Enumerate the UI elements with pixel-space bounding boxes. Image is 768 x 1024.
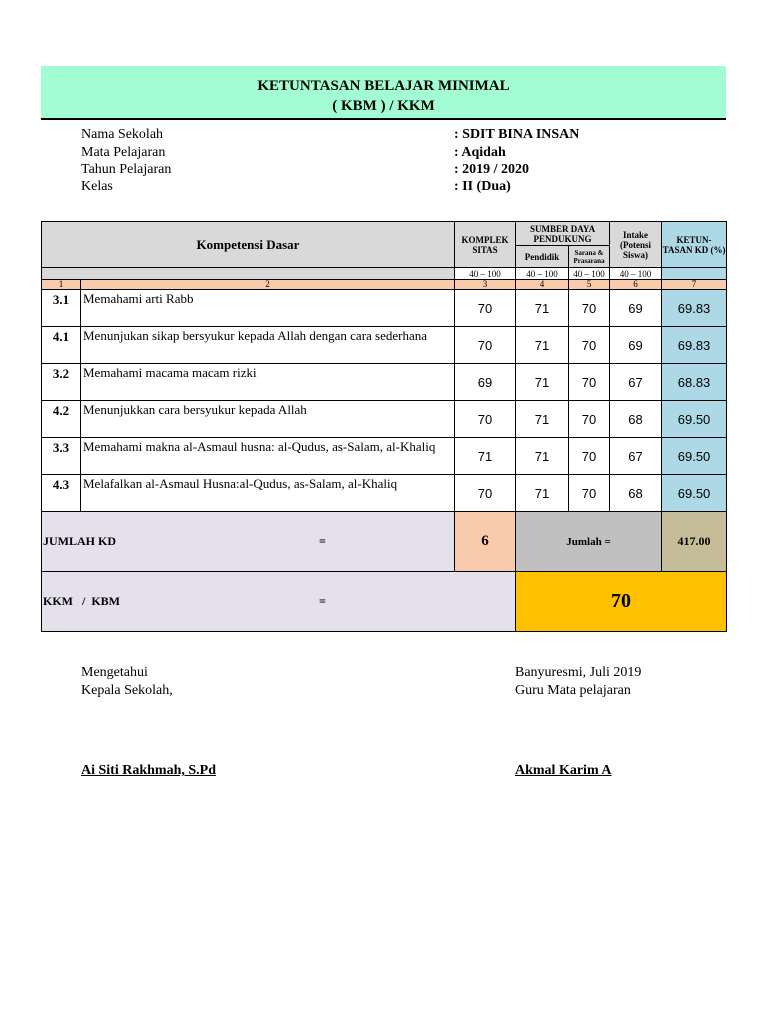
kkm-value: 70 xyxy=(516,572,727,632)
info-label-subject: Mata Pelajaran xyxy=(81,145,166,160)
kd-intake: 67 xyxy=(610,438,662,475)
kd-kompleksitas: 70 xyxy=(455,401,516,438)
kd-sarana: 70 xyxy=(569,475,610,512)
range-ketuntasan-blank xyxy=(662,268,727,280)
colnum-4: 4 xyxy=(516,280,569,290)
kd-code: 4.2 xyxy=(42,401,81,438)
range-intake: 40 – 100 xyxy=(610,268,662,280)
colnum-1: 1 xyxy=(42,280,81,290)
sig-left-line2: Kepala Sekolah, xyxy=(81,683,173,698)
kd-ketuntasan: 69.50 xyxy=(662,475,727,512)
kd-pendidik: 71 xyxy=(516,438,569,475)
jumlah-label: Jumlah = xyxy=(516,512,662,572)
kd-ketuntasan: 68.83 xyxy=(662,364,727,401)
colnum-5: 5 xyxy=(569,280,610,290)
kd-pendidik: 71 xyxy=(516,327,569,364)
kd-code: 3.2 xyxy=(42,364,81,401)
header-pendidik: Pendidik xyxy=(516,246,569,268)
header-ketuntasan: KETUN-TASAN KD (%) xyxy=(662,222,727,268)
jumlah-kd-equals: = xyxy=(319,534,326,548)
title-band xyxy=(41,66,726,120)
kd-intake: 69 xyxy=(610,327,662,364)
kd-intake: 68 xyxy=(610,475,662,512)
document-title: KETUNTASAN BELAJAR MINIMAL xyxy=(257,78,510,94)
kd-ketuntasan: 69.83 xyxy=(662,327,727,364)
document-subtitle: ( KBM ) / KKM xyxy=(332,98,435,114)
jumlah-kd-label: JUMLAH KD xyxy=(43,534,116,548)
kd-intake: 69 xyxy=(610,290,662,327)
kd-description: Menunjukkan cara bersyukur kepada Allah xyxy=(81,401,455,438)
kd-sarana: 70 xyxy=(569,401,610,438)
kd-pendidik: 71 xyxy=(516,364,569,401)
table-row xyxy=(42,290,727,327)
kd-kompleksitas: 71 xyxy=(455,438,516,475)
header-sumber-daya: SUMBER DAYA PENDUKUNG xyxy=(516,222,610,246)
kd-sarana: 70 xyxy=(569,438,610,475)
info-value-subject: : Aqidah xyxy=(454,145,506,160)
kd-ketuntasan: 69.50 xyxy=(662,438,727,475)
colnum-7: 7 xyxy=(662,280,727,290)
kd-description: Menunjukan sikap bersyukur kepada Allah dengan cara sederhana xyxy=(81,327,455,364)
sig-right-name: Akmal Karim A xyxy=(515,763,612,778)
table-row xyxy=(42,401,727,438)
kd-code: 3.1 xyxy=(42,290,81,327)
kd-table xyxy=(41,221,727,632)
kd-sarana: 70 xyxy=(569,327,610,364)
kd-sarana: 70 xyxy=(569,290,610,327)
colnum-3: 3 xyxy=(455,280,516,290)
kd-kompleksitas: 70 xyxy=(455,475,516,512)
kd-ketuntasan: 69.50 xyxy=(662,401,727,438)
jumlah-kd-value: 6 xyxy=(455,512,516,572)
jumlah-value: 417.00 xyxy=(662,512,727,572)
kd-code: 4.1 xyxy=(42,327,81,364)
range-pendidik: 40 – 100 xyxy=(516,268,569,280)
kd-intake: 67 xyxy=(610,364,662,401)
kd-kompleksitas: 69 xyxy=(455,364,516,401)
info-label-year: Tahun Pelajaran xyxy=(81,162,172,177)
sig-left-line1: Mengetahui xyxy=(81,665,148,680)
table-row xyxy=(42,327,727,364)
range-kompleksitas: 40 – 100 xyxy=(455,268,516,280)
kd-ketuntasan: 69.83 xyxy=(662,290,727,327)
table-row xyxy=(42,438,727,475)
sig-right-line2: Guru Mata pelajaran xyxy=(515,683,631,698)
info-value-class: : II (Dua) xyxy=(454,179,511,194)
info-label-class: Kelas xyxy=(81,179,113,194)
header-kompleksitas: KOMPLEK SITAS xyxy=(455,222,516,268)
kd-description: Melafalkan al-Asmaul Husna:al-Qudus, as-Salam, al-Khaliq xyxy=(81,475,455,512)
info-value-year: : 2019 / 2020 xyxy=(454,162,530,177)
range-sarana: 40 – 100 xyxy=(569,268,610,280)
kd-description: Memahami makna al-Asmaul husna: al-Qudus, as-Salam, al-Khaliq xyxy=(81,438,455,475)
kd-pendidik: 71 xyxy=(516,475,569,512)
colnum-6: 6 xyxy=(610,280,662,290)
table-row xyxy=(42,475,727,512)
kkm-equals: = xyxy=(319,594,326,608)
kd-kompleksitas: 70 xyxy=(455,327,516,364)
table-row xyxy=(42,364,727,401)
kd-code: 3.3 xyxy=(42,438,81,475)
kd-pendidik: 71 xyxy=(516,401,569,438)
kd-code: 4.3 xyxy=(42,475,81,512)
kd-intake: 68 xyxy=(610,401,662,438)
info-value-school: : SDIT BINA INSAN xyxy=(454,127,580,142)
kd-description: Memahami arti Rabb xyxy=(81,290,455,327)
range-blank xyxy=(42,268,455,280)
kd-pendidik: 71 xyxy=(516,290,569,327)
kd-description: Memahami macama macam rizki xyxy=(81,364,455,401)
kkm-cell xyxy=(42,572,516,632)
kkm-label: KKM / KBM xyxy=(43,594,120,608)
jumlah-kd-cell xyxy=(42,512,455,572)
info-label-school: Nama Sekolah xyxy=(81,127,164,142)
kd-sarana: 70 xyxy=(569,364,610,401)
header-sarana: Sarana & Prasarana xyxy=(569,246,610,268)
header-intake: Intake (Potensi Siswa) xyxy=(610,222,662,268)
sig-right-line1: Banyuresmi, Juli 2019 xyxy=(515,665,642,680)
colnum-2: 2 xyxy=(81,280,455,290)
kd-kompleksitas: 70 xyxy=(455,290,516,327)
header-kompetensi: Kompetensi Dasar xyxy=(42,222,455,268)
sig-left-name: Ai Siti Rakhmah, S.Pd xyxy=(81,763,216,778)
